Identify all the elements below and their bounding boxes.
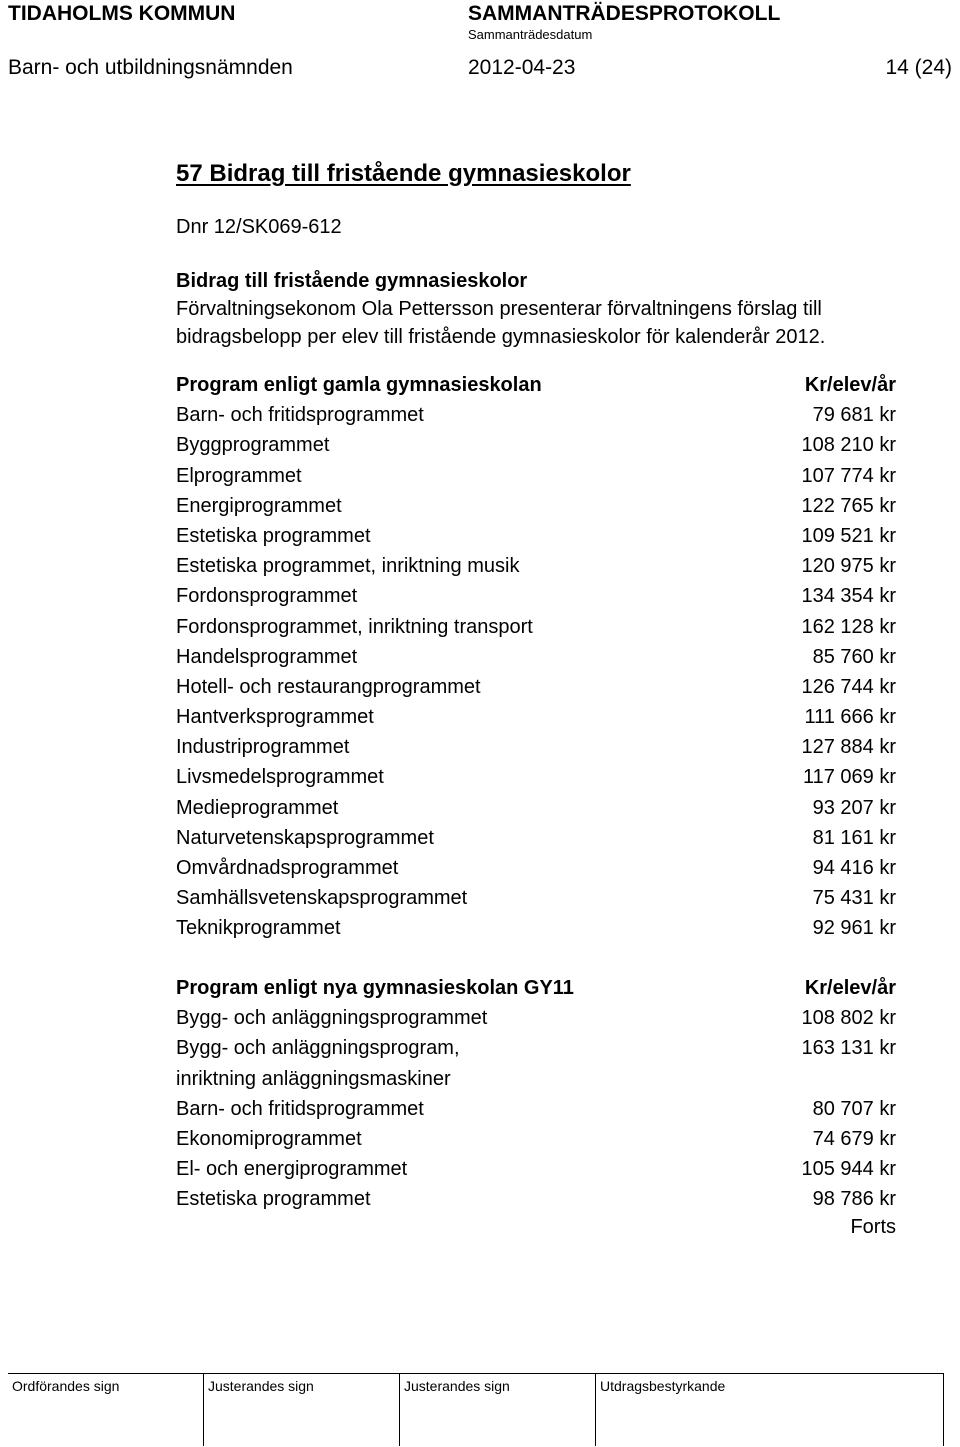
table-row [176, 430, 896, 460]
program-name: Medieprogrammet [176, 796, 339, 819]
table-row [176, 702, 896, 732]
amount-per-student: 105 944 kr [801, 1158, 896, 1181]
document-type: SAMMANTRÄDESPROTOKOLL [468, 2, 781, 25]
amount-per-student: 107 774 kr [801, 464, 896, 487]
program-name: Teknikprogrammet [176, 917, 341, 940]
gy11-programs-table [176, 973, 896, 1215]
table-row [176, 612, 896, 642]
program-name: Industriprogrammet [176, 736, 350, 759]
table-row [176, 1033, 896, 1093]
program-name: Byggprogrammet [176, 434, 330, 457]
adjuster-signature-cell: Justerandes sign [400, 1374, 596, 1446]
meeting-date: 2012-04-23 [468, 56, 576, 79]
page-number: 14 (24) [885, 56, 952, 79]
intro-text-line: bidragsbelopp per elev till fristående gymnasieskolor för kalenderår 2012. [176, 326, 826, 348]
table-row [176, 491, 896, 521]
program-name: Handelsprogrammet [176, 645, 358, 668]
table-row [176, 1003, 896, 1033]
table-row [176, 521, 896, 551]
program-name: Naturvetenskapsprogrammet [176, 826, 434, 849]
committee-name: Barn- och utbildningsnämnden [8, 56, 293, 79]
program-name: El- och energiprogrammet [176, 1158, 408, 1181]
program-name: Hotell- och restaurangprogrammet [176, 675, 481, 698]
table-row [176, 732, 896, 762]
program-name: Livsmedelsprogrammet [176, 766, 384, 789]
amount-per-student: 117 069 kr [802, 766, 896, 789]
amount-per-student: 111 666 kr [804, 706, 896, 729]
table-row [176, 672, 896, 702]
amount-per-student: 122 765 kr [801, 494, 896, 517]
amount-per-student: 74 679 kr [812, 1127, 896, 1150]
amount-per-student: 127 884 kr [801, 736, 896, 759]
program-name: Barn- och fritidsprogrammet [176, 404, 424, 427]
program-name: Samhällsvetenskapsprogrammet [176, 887, 468, 910]
table-row [176, 551, 896, 581]
amount-per-student: 94 416 kr [812, 857, 896, 879]
municipality-name: TIDAHOLMS KOMMUN [8, 2, 236, 25]
table-row [176, 1154, 896, 1184]
table-header-program: Program enligt gamla gymnasieskolan [176, 374, 542, 396]
amount-per-student: 109 521 kr [801, 524, 896, 547]
amount-per-student: 80 707 kr [812, 1097, 896, 1120]
amount-per-student: 75 431 kr [812, 887, 896, 910]
program-name-line: inriktning anläggningsmaskiner [176, 1067, 451, 1090]
extract-certification-cell: Utdragsbestyrkande [596, 1374, 944, 1446]
adjuster-signature-cell: Justerandes sign [204, 1374, 400, 1446]
table-row [176, 461, 896, 491]
program-name: Elprogrammet [176, 464, 302, 487]
table-header-amount: Kr/elev/år [804, 977, 896, 999]
registration-number: Dnr 12/SK069-612 [176, 216, 342, 238]
table-row [176, 883, 896, 913]
table-header-program: Program enligt nya gymnasieskolan GY11 [176, 977, 574, 999]
program-name: Fordonsprogrammet, inriktning transport [176, 615, 533, 638]
intro-paragraph [176, 267, 936, 351]
amount-per-student: 163 131 kr [801, 1037, 896, 1060]
intro-heading: Bidrag till fristående gymnasieskolor [176, 270, 528, 292]
table-row [176, 1124, 896, 1154]
section-title: 57 Bidrag till fristående gymnasieskolor [176, 160, 631, 187]
program-name: Fordonsprogrammet [176, 585, 358, 608]
program-name: Estetiska programmet [176, 524, 371, 547]
amount-per-student: 81 161 kr [812, 826, 896, 849]
program-name: Ekonomiprogrammet [176, 1127, 362, 1150]
signature-footer [8, 1373, 944, 1446]
amount-per-student: 108 210 kr [801, 434, 896, 457]
continued-note: Forts [850, 1216, 896, 1238]
program-name: Estetiska programmet, inriktning musik [176, 555, 520, 578]
table-header-row [176, 370, 896, 400]
amount-per-student: 92 961 kr [812, 917, 896, 940]
amount-per-student: 126 744 kr [801, 675, 896, 698]
amount-per-student: 85 760 kr [812, 645, 896, 668]
table-row [176, 400, 896, 430]
table-row [176, 581, 896, 611]
amount-per-student: 108 802 kr [801, 1007, 896, 1030]
program-name [176, 1033, 576, 1093]
amount-per-student: 93 207 kr [812, 796, 896, 819]
table-row [176, 1184, 896, 1214]
program-name: Barn- och fritidsprogrammet [176, 1097, 424, 1120]
amount-per-student: 79 681 kr [812, 404, 896, 427]
chair-signature-cell: Ordförandes sign [8, 1374, 204, 1446]
amount-per-student: 120 975 kr [801, 555, 896, 578]
amount-per-student: 162 128 kr [801, 615, 896, 638]
program-name: Hantverksprogrammet [176, 706, 374, 729]
table-row [176, 913, 896, 943]
table-row [176, 853, 896, 883]
table-row [176, 642, 896, 672]
program-name: Energiprogrammet [176, 494, 342, 517]
table-row [176, 823, 896, 853]
table-row [176, 1094, 896, 1124]
program-name: Bygg- och anläggningsprogrammet [176, 1007, 488, 1030]
amount-per-student: 134 354 kr [801, 585, 896, 608]
old-programs-table [176, 370, 896, 944]
meeting-date-label: Sammanträdesdatum [468, 27, 593, 42]
table-header-amount: Kr/elev/år [804, 374, 896, 396]
amount-per-student: 98 786 kr [812, 1188, 896, 1211]
program-name: Estetiska programmet [176, 1188, 371, 1211]
table-row [176, 762, 896, 792]
program-name-line: Bygg- och anläggningsprogram, [176, 1037, 460, 1060]
table-header-row [176, 973, 896, 1003]
program-name: Omvårdnadsprogrammet [176, 857, 399, 879]
table-row [176, 793, 896, 823]
intro-text-line: Förvaltningsekonom Ola Pettersson presenterar förvaltningens förslag till [176, 298, 822, 320]
